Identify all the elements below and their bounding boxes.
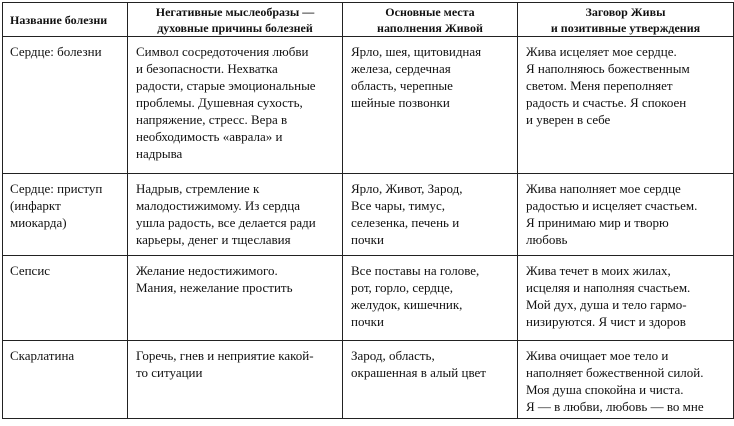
affirmations-cell: [518, 37, 734, 174]
negative-thoughts-cell: [128, 174, 343, 256]
disease-table: [2, 2, 734, 419]
cell-line: радостью и исцеляет счастьем.: [526, 198, 698, 213]
cell-line: Я наполняюсь божественным: [526, 61, 690, 76]
cell-line: Все поставы на голове,: [351, 263, 480, 278]
disease-name-cell: [3, 174, 128, 256]
cell-line: то ситуации: [136, 365, 203, 380]
affirmations-cell: [518, 174, 734, 256]
negative-thoughts-cell: [128, 256, 343, 341]
cell-line: Сердце: болезни: [10, 44, 102, 59]
filling-places-cell: [343, 256, 518, 341]
cell-line: Мания, нежелание простить: [136, 280, 293, 295]
disease-name-cell: [3, 256, 128, 341]
cell-line: радость и счастье. Я спокоен: [526, 95, 687, 110]
header-row: [3, 3, 734, 37]
cell-line: карьеры, денег и тщеславия: [136, 232, 291, 247]
table-row: [3, 174, 734, 256]
header-line: духовные причины болезней: [157, 20, 313, 35]
table-row: [3, 37, 734, 174]
cell-line: селезенка, печень и: [351, 215, 460, 230]
cell-line: необходимость «аврала» и: [136, 129, 283, 144]
header-filling-places: [343, 3, 518, 37]
table-row: [3, 341, 734, 419]
cell-line: окрашенная в алый цвет: [351, 365, 486, 380]
cell-line: исцеляя и наполняя счастьем.: [526, 280, 691, 295]
cell-line: рот, горло, сердце,: [351, 280, 453, 295]
cell-line: и уверен в себе: [526, 112, 611, 127]
header-line: Негативные мыслеобразы —: [155, 4, 315, 19]
filling-places-cell: [343, 37, 518, 174]
header-affirmations: [518, 3, 734, 37]
cell-line: малодостижимому. Из сердца: [136, 198, 300, 213]
cell-line: низируются. Я чист и здоров: [526, 314, 686, 329]
header-line: наполнения Живой: [377, 20, 483, 35]
cell-line: желудок, кишечник,: [351, 297, 463, 312]
cell-line: Скарлатина: [10, 348, 75, 363]
cell-line: Жива очищает мое тело и: [526, 348, 669, 363]
cell-line: наполняет божественной силой.: [526, 365, 704, 380]
cell-line: почки: [351, 232, 384, 247]
cell-line: Надрыв, стремление к: [136, 181, 260, 196]
affirmations-cell: [518, 256, 734, 341]
cell-line: Я — в любви, любовь — во мне: [526, 399, 704, 414]
header-line: Основные места: [385, 4, 475, 19]
cell-line: Жива исцеляет мое сердце.: [526, 44, 677, 59]
cell-line: Все чары, тимус,: [351, 198, 446, 213]
table-row: [3, 256, 734, 341]
filling-places-cell: [343, 341, 518, 419]
cell-line: Сепсис: [10, 263, 51, 278]
cell-line: Моя душа спокойна и чиста.: [526, 382, 684, 397]
cell-line: Жива наполняет мое сердце: [526, 181, 681, 196]
header-line: и позитивные утверждения: [550, 20, 701, 35]
cell-line: Мой дух, душа и тело гармо-: [526, 297, 687, 312]
header-line: Название болезни: [10, 12, 108, 27]
cell-line: почки: [351, 314, 384, 329]
cell-line: Ярло, Живот, Зарод,: [351, 181, 463, 196]
cell-line: Желание недостижимого.: [136, 263, 278, 278]
disease-name-cell: [3, 37, 128, 174]
negative-thoughts-cell: [128, 341, 343, 419]
disease-name-cell: [3, 341, 128, 419]
cell-line: радости, старые эмоциональные: [136, 78, 316, 93]
cell-line: ушла радость, все делается ради: [136, 215, 316, 230]
header-negative-thoughts: [128, 3, 343, 37]
affirmations-cell: [518, 341, 734, 419]
cell-line: миокарда): [10, 215, 67, 230]
cell-line: любовь: [526, 232, 568, 247]
cell-line: железа, сердечная: [351, 61, 451, 76]
filling-places-cell: [343, 174, 518, 256]
cell-line: Горечь, гнев и неприятие какой-: [136, 348, 314, 363]
cell-line: Я принимаю мир и творю: [526, 215, 669, 230]
cell-line: надрыва: [136, 146, 183, 161]
cell-line: напряжение, стресс. Вера в: [136, 112, 288, 127]
cell-line: и безопасности. Нехватка: [136, 61, 278, 76]
cell-line: Символ сосредоточения любви: [136, 44, 309, 59]
header-disease-name: [3, 3, 128, 37]
negative-thoughts-cell: [128, 37, 343, 174]
cell-line: Зарод, область,: [351, 348, 435, 363]
cell-line: (инфаркт: [10, 198, 61, 213]
cell-line: Сердце: приступ: [10, 181, 103, 196]
cell-line: проблемы. Душевная сухость,: [136, 95, 303, 110]
cell-line: шейные позвонки: [351, 95, 450, 110]
cell-line: Ярло, шея, щитовидная: [351, 44, 482, 59]
cell-line: Жива течет в моих жилах,: [526, 263, 671, 278]
cell-line: светом. Меня переполняет: [526, 78, 673, 93]
cell-line: область, черепные: [351, 78, 453, 93]
header-line: Заговор Живы: [585, 4, 666, 19]
